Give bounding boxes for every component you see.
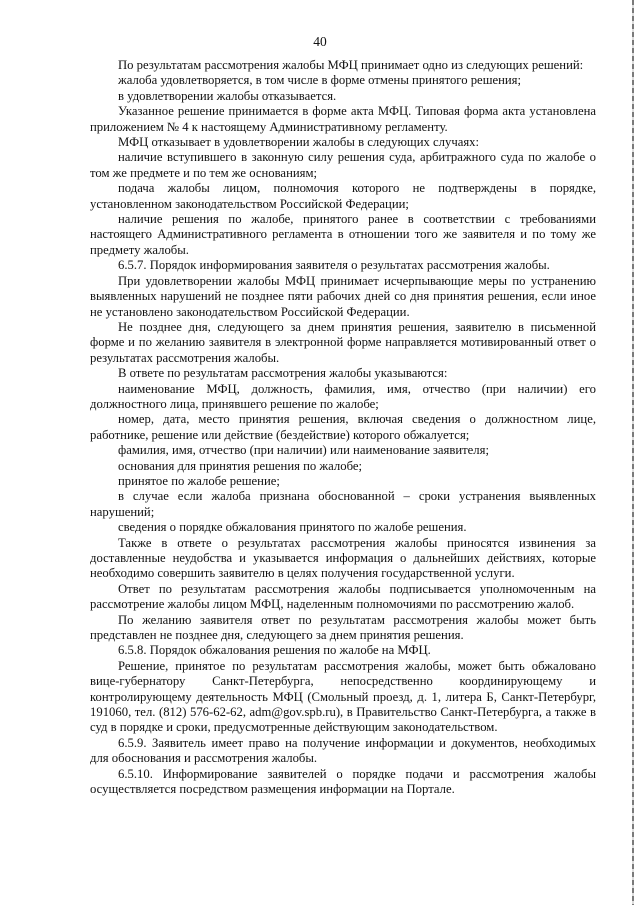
paragraph: принятое по жалобе решение; [118, 473, 280, 488]
paragraph: сведения о порядке обжалования принятого по жалобе решения. [118, 520, 467, 535]
paragraph: Ответ по результатам рассмотрения жалобы подписывается уполномоченным на рассмотрение жалобы лицом МФЦ, наделенным полномочиями по рассмотрению жалоб. [90, 581, 596, 612]
paragraph: подача жалобы лицом, полномочия которого не подтверждены в порядке, установленном законодательством Российской Федерации; [90, 181, 596, 211]
paragraph: Указанное решение принимается в форме акта МФЦ. Типовая форма акта установлена приложением № 4 к настоящему Административному регламенту. [90, 104, 596, 134]
paragraph: в случае если жалоба признана обоснованной – сроки устранения выявленных нарушений; [90, 489, 596, 519]
paragraph: в удовлетворении жалобы отказывается. [118, 88, 337, 103]
paragraph: номер, дата, место принятия решения, включая сведения о должностном лице, работнике, решение или действие (бездействие) которого обжалуется; [90, 412, 596, 442]
paragraph: 6.5.10. Информирование заявителей о порядке подачи и рассмотрения жалобы осуществляется посредством размещения информации на Портале. [90, 766, 596, 797]
paragraph: По желанию заявителя ответ по результатам рассмотрения жалобы может быть представлен не позднее дня, следующего за днем принятия решения. [90, 612, 596, 643]
paragraph: При удовлетворении жалобы МФЦ принимает исчерпывающие меры по устранению выявленных нарушений не позднее пяти рабочих дней со дня принятия решения, если иное не установлено законодательством Российской Федерации. [90, 273, 596, 319]
paragraph: 6.5.8. Порядок обжалования решения по жалобе на МФЦ. [118, 643, 431, 658]
paragraph: наличие вступившего в законную силу решения суда, арбитражного суда по жалобе о том же предмете и по тем же основаниям; [90, 150, 596, 180]
paragraph: По результатам рассмотрения жалобы МФЦ принимает одно из следующих решений: [118, 58, 584, 72]
paragraph: жалоба удовлетворяется, в том числе в форме отмены принятого решения; [118, 73, 522, 88]
paragraph: Не позднее дня, следующего за днем принятия решения, заявителю в письменной форме и по желанию заявителя в электронной форме направляется мотивированный ответ о результатах рассмотрения жалобы. [90, 319, 596, 365]
paragraph: Решение, принятое по результатам рассмотрения жалобы, может быть обжаловано вице-губернатору Санкт-Петербурга, непосредственно координирующему и контролирующему деятельность МФЦ (Смольный проезд, д. 1, литера Б, Санкт-Петербург, 191060, тел. (812) 576-62-62, adm@gov.spb.ru), в Правительство Санкт-Петербурга, а также в суд в порядке и сроки, предусмотренные действующим законодательством. [90, 658, 596, 735]
paragraph: 6.5.7. Порядок информирования заявителя о результатах рассмотрения жалобы. [118, 258, 550, 273]
paragraph: основания для принятия решения по жалобе; [118, 458, 363, 473]
paragraph: Также в ответе о результатах рассмотрения жалобы приносятся извинения за доставленные неудобства и указывается информация о дальнейших действиях, которые необходимо совершить заявителю в целях получения государственной услуги. [90, 535, 596, 581]
paragraph: наличие решения по жалобе, принятого ранее в соответствии с требованиями настоящего Административного регламента в отношении того же заявителя и по тому же предмету жалобы. [90, 212, 596, 257]
document-body [90, 58, 596, 798]
page-number: 40 [313, 34, 327, 49]
paragraph: МФЦ отказывает в удовлетворении жалобы в следующих случаях: [118, 135, 480, 150]
paragraph: наименование МФЦ, должность, фамилия, имя, отчество (при наличии) его должностного лица, принявшего решение по жалобе; [90, 381, 596, 411]
paragraph: фамилия, имя, отчество (при наличии) или наименование заявителя; [118, 443, 489, 458]
scan-edge [632, 0, 634, 905]
paragraph: В ответе по результатам рассмотрения жалобы указываются: [118, 366, 448, 381]
paragraph: 6.5.9. Заявитель имеет право на получение информации и документов, необходимых для обоснования и рассмотрения жалобы. [90, 735, 596, 766]
